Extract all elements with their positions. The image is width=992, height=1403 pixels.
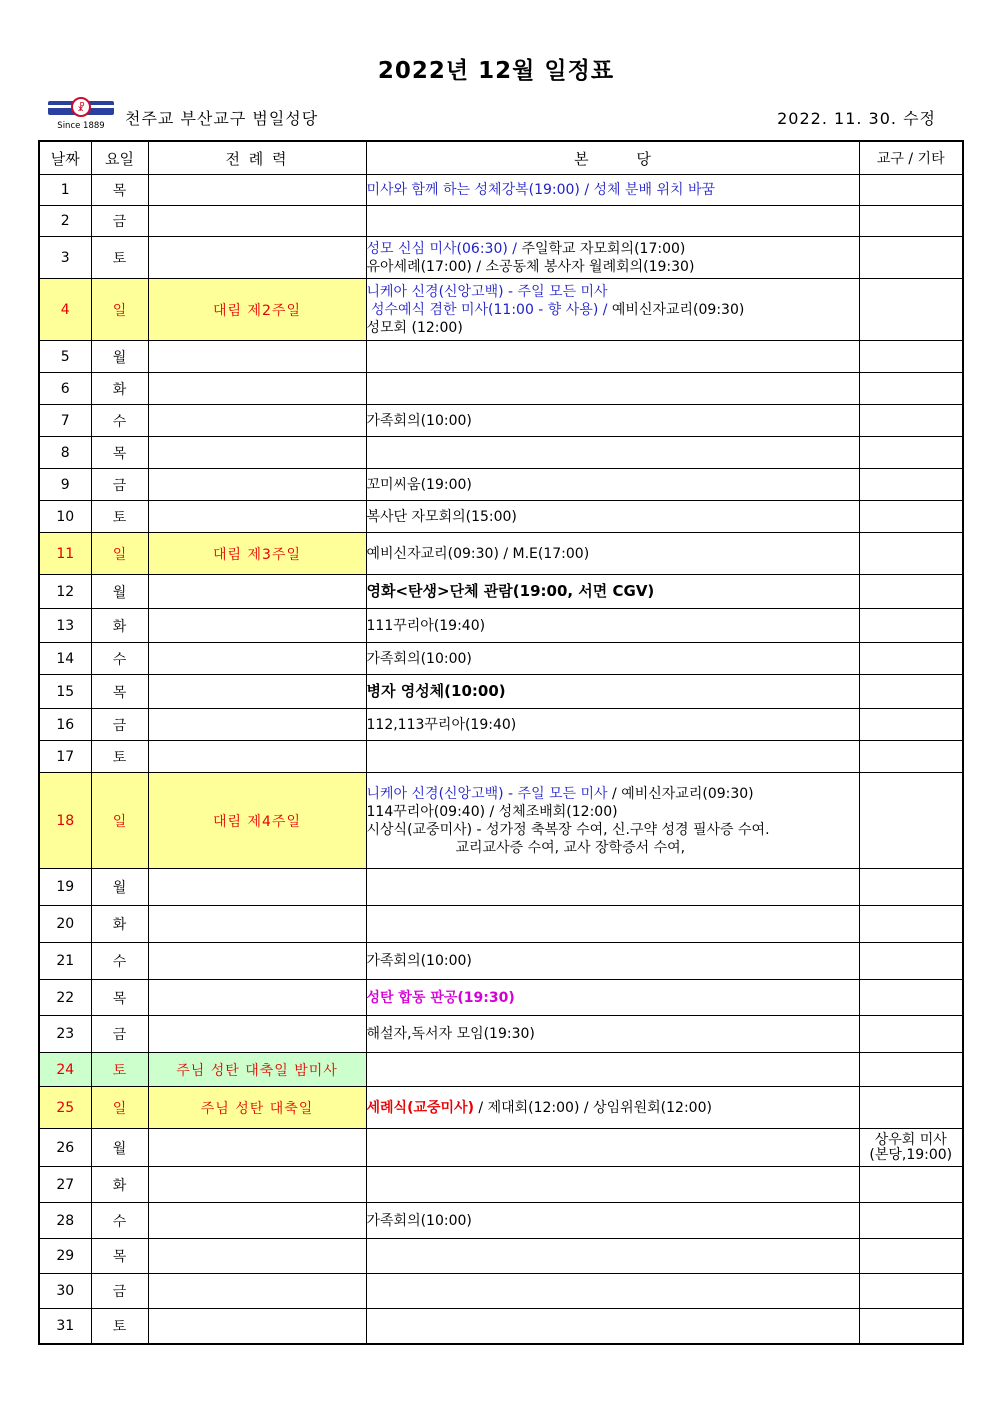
table-row — [39, 643, 963, 675]
date-cell: 21 — [39, 943, 91, 980]
parish-events-cell — [366, 1309, 859, 1344]
weekday-cell: 금 — [91, 709, 148, 741]
parish-events-cell — [366, 643, 859, 675]
liturgy-cell — [148, 175, 366, 206]
event-text: 유아세례(17:00) / 소공동체 봉사자 월례회의(19:30) — [366, 258, 695, 275]
liturgy-cell — [148, 1167, 366, 1203]
diocese-cell — [859, 675, 963, 709]
parish-events-cell — [366, 501, 859, 533]
date-cell: 31 — [39, 1309, 91, 1344]
liturgy-cell — [148, 943, 366, 980]
weekday-cell: 금 — [91, 206, 148, 237]
date-cell: 24 — [39, 1053, 91, 1087]
event-line — [367, 1099, 859, 1117]
table-row — [39, 906, 963, 943]
weekday-cell: 토 — [91, 741, 148, 773]
weekday-cell: 토 — [91, 1309, 148, 1344]
weekday-cell: 목 — [91, 675, 148, 709]
parish-events-cell — [366, 279, 859, 341]
col-header-weekday: 요일 — [91, 141, 148, 175]
liturgy-cell — [148, 741, 366, 773]
liturgy-cell: 대림 제3주일 — [148, 533, 366, 575]
parish-events-cell — [366, 1129, 859, 1167]
liturgy-cell — [148, 1309, 366, 1344]
date-cell: 13 — [39, 609, 91, 643]
parish-events-cell — [366, 1053, 859, 1087]
diocese-cell — [859, 709, 963, 741]
weekday-cell: 일 — [91, 1087, 148, 1129]
parish-events-cell — [366, 1274, 859, 1309]
date-cell: 26 — [39, 1129, 91, 1167]
table-row — [39, 1309, 963, 1344]
parish-events-cell — [366, 469, 859, 501]
date-cell: 16 — [39, 709, 91, 741]
weekday-cell: 일 — [91, 773, 148, 869]
date-cell: 18 — [39, 773, 91, 869]
date-cell: 23 — [39, 1016, 91, 1053]
liturgy-cell — [148, 437, 366, 469]
weekday-cell: 월 — [91, 869, 148, 906]
parish-events-cell — [366, 206, 859, 237]
weekday-cell: 목 — [91, 437, 148, 469]
parish-name: 천주교 부산교구 범일성당 — [125, 109, 319, 128]
table-row — [39, 501, 963, 533]
date-cell: 27 — [39, 1167, 91, 1203]
parish-events-cell — [366, 575, 859, 609]
liturgy-cell: 대림 제4주일 — [148, 773, 366, 869]
diocese-cell — [859, 469, 963, 501]
weekday-cell: 금 — [91, 469, 148, 501]
date-cell: 5 — [39, 341, 91, 373]
diocese-cell — [859, 773, 963, 869]
diocese-cell — [859, 533, 963, 575]
col-header-parish: 본 당 — [366, 141, 859, 175]
diocese-cell — [859, 341, 963, 373]
event-line — [367, 240, 859, 258]
table-row — [39, 1087, 963, 1129]
table-row — [39, 575, 963, 609]
event-line — [367, 1212, 859, 1230]
parish-events-cell — [366, 1203, 859, 1239]
diocese-cell — [859, 741, 963, 773]
diocese-cell — [859, 1167, 963, 1203]
diocese-text: (본당,19:00) — [869, 1146, 953, 1163]
event-line — [367, 319, 859, 337]
event-text: 114꾸리아(09:40) / 성체조배회(12:00) — [366, 803, 618, 820]
parish-events-cell — [366, 943, 859, 980]
event-line — [367, 301, 859, 319]
weekday-cell: 수 — [91, 643, 148, 675]
event-line — [367, 508, 859, 526]
weekday-cell: 일 — [91, 533, 148, 575]
parish-events-cell — [366, 869, 859, 906]
table-row — [39, 279, 963, 341]
parish-events-cell — [366, 341, 859, 373]
event-text: 가족회의(10:00) — [366, 953, 472, 969]
date-cell: 29 — [39, 1239, 91, 1274]
event-text: 가족회의(10:00) — [366, 1212, 472, 1229]
diocese-cell — [859, 1274, 963, 1309]
liturgy-cell — [148, 643, 366, 675]
liturgy-cell — [148, 469, 366, 501]
event-line — [367, 545, 859, 563]
event-line — [367, 582, 859, 601]
table-row — [39, 533, 963, 575]
parish-events-cell — [366, 773, 859, 869]
date-cell: 1 — [39, 175, 91, 206]
diocese-cell — [859, 279, 963, 341]
event-text: 111꾸리아(19:40) — [366, 617, 486, 634]
table-row — [39, 1239, 963, 1274]
parish-events-cell — [366, 373, 859, 405]
weekday-cell: 월 — [91, 1129, 148, 1167]
date-cell: 2 — [39, 206, 91, 237]
event-text: 가족회의(10:00) — [366, 650, 472, 667]
date-cell: 25 — [39, 1087, 91, 1129]
weekday-cell: 목 — [91, 1239, 148, 1274]
table-row — [39, 1053, 963, 1087]
diocese-cell — [859, 206, 963, 237]
date-cell: 17 — [39, 741, 91, 773]
event-text: 영화<탄생>단체 관람(19:00, 서면 CGV) — [366, 582, 655, 600]
date-cell: 4 — [39, 279, 91, 341]
table-row — [39, 709, 963, 741]
parish-events-cell — [366, 980, 859, 1016]
event-text: 해설자,독서자 모임(19:30) — [366, 1026, 535, 1042]
table-row — [39, 1129, 963, 1167]
table-row — [39, 943, 963, 980]
table-row — [39, 675, 963, 709]
weekday-cell: 월 — [91, 341, 148, 373]
liturgy-cell — [148, 906, 366, 943]
date-cell: 14 — [39, 643, 91, 675]
event-text: 성수예식 겸한 미사(11:00 - 향 사용) / — [366, 301, 612, 318]
weekday-cell: 수 — [91, 405, 148, 437]
diocese-cell — [859, 1129, 963, 1167]
liturgy-cell — [148, 341, 366, 373]
liturgy-cell — [148, 709, 366, 741]
liturgy-cell — [148, 1239, 366, 1274]
col-header-diocese: 교구 / 기타 — [859, 141, 963, 175]
date-cell: 19 — [39, 869, 91, 906]
schedule-table — [38, 140, 964, 1345]
diocese-cell — [859, 1016, 963, 1053]
diocese-text: 상우회 미사 — [874, 1131, 947, 1148]
diocese-cell — [859, 1053, 963, 1087]
parish-events-cell — [366, 437, 859, 469]
event-text: 성모 신심 미사(06:30) / — [366, 240, 522, 257]
diocese-cell — [859, 1309, 963, 1344]
weekday-cell: 화 — [91, 373, 148, 405]
revision-date: 2022. 11. 30. 수정 — [777, 109, 936, 128]
col-header-liturgy: 전 례 력 — [148, 141, 366, 175]
date-cell: 7 — [39, 405, 91, 437]
diocese-cell — [859, 175, 963, 206]
parish-events-cell — [366, 741, 859, 773]
event-line — [367, 617, 859, 635]
parish-events-cell — [366, 1167, 859, 1203]
liturgy-cell — [148, 609, 366, 643]
liturgy-cell — [148, 575, 366, 609]
date-cell: 12 — [39, 575, 91, 609]
event-line — [367, 716, 859, 734]
liturgy-cell — [148, 501, 366, 533]
event-text: 주일학교 자모회의(17:00) — [521, 240, 686, 257]
table-row — [39, 1167, 963, 1203]
weekday-cell: 월 — [91, 575, 148, 609]
liturgy-cell — [148, 1203, 366, 1239]
date-cell: 15 — [39, 675, 91, 709]
event-text: 가족회의(10:00) — [366, 412, 472, 429]
diocese-cell — [859, 373, 963, 405]
liturgy-cell — [148, 675, 366, 709]
parish-logo — [46, 95, 116, 131]
diocese-cell — [859, 869, 963, 906]
svg-text:☧: ☧ — [77, 103, 85, 114]
date-cell: 6 — [39, 373, 91, 405]
table-row — [39, 206, 963, 237]
liturgy-cell — [148, 206, 366, 237]
liturgy-cell — [148, 1274, 366, 1309]
weekday-cell: 금 — [91, 1274, 148, 1309]
diocese-cell — [859, 609, 963, 643]
table-header-row — [39, 141, 963, 175]
event-line — [367, 952, 859, 970]
weekday-cell: 화 — [91, 906, 148, 943]
table-row — [39, 1203, 963, 1239]
parish-events-cell — [366, 1087, 859, 1129]
logo-caption: Since 1889 — [57, 121, 105, 131]
diocese-cell — [859, 237, 963, 279]
liturgy-cell — [148, 237, 366, 279]
diocese-cell — [859, 1203, 963, 1239]
parish-events-cell — [366, 609, 859, 643]
date-cell: 22 — [39, 980, 91, 1016]
schedule-body — [39, 175, 963, 1344]
diocese-cell — [859, 643, 963, 675]
date-cell: 10 — [39, 501, 91, 533]
event-line — [367, 821, 859, 839]
liturgy-cell — [148, 1129, 366, 1167]
event-text: 병자 영성체(10:00) — [366, 682, 506, 700]
weekday-cell: 화 — [91, 609, 148, 643]
liturgy-cell — [148, 373, 366, 405]
diocese-cell — [859, 980, 963, 1016]
event-text: 교리교사증 수여, 교사 장학증서 수여, — [366, 839, 686, 856]
event-line — [367, 181, 859, 199]
table-row — [39, 341, 963, 373]
parish-events-cell — [366, 405, 859, 437]
parish-events-cell — [366, 1016, 859, 1053]
diocese-cell — [859, 906, 963, 943]
date-cell: 11 — [39, 533, 91, 575]
weekday-cell: 토 — [91, 501, 148, 533]
page-title: 2022년 12월 일정표 — [377, 58, 615, 84]
event-text: 니케아 신경(신앙고백) - 주일 모든 미사 — [366, 785, 608, 802]
event-text: 시상식(교중미사) - 성가정 축복장 수여, 신.구약 성경 필사증 수여. — [366, 821, 770, 838]
liturgy-cell: 주님 성탄 대축일 — [148, 1087, 366, 1129]
event-line — [367, 839, 859, 857]
table-row — [39, 469, 963, 501]
table-row — [39, 609, 963, 643]
event-text: / 제대회(12:00) / 상임위원회(12:00) — [473, 1099, 712, 1116]
event-text: 복사단 자모회의(15:00) — [366, 508, 517, 525]
date-cell: 3 — [39, 237, 91, 279]
event-line — [367, 650, 859, 668]
liturgy-cell: 주님 성탄 대축일 밤미사 — [148, 1053, 366, 1087]
parish-events-cell — [366, 237, 859, 279]
date-cell: 9 — [39, 469, 91, 501]
weekday-cell: 수 — [91, 1203, 148, 1239]
table-row — [39, 741, 963, 773]
date-cell: 28 — [39, 1203, 91, 1239]
parish-events-cell — [366, 906, 859, 943]
event-text: 성모회 (12:00) — [366, 319, 463, 336]
date-cell: 30 — [39, 1274, 91, 1309]
event-text: 112,113꾸리아(19:40) — [366, 716, 517, 733]
weekday-cell: 수 — [91, 943, 148, 980]
diocese-cell — [859, 501, 963, 533]
weekday-cell: 토 — [91, 237, 148, 279]
col-header-date: 날짜 — [39, 141, 91, 175]
event-text: 세례식(교중미사) — [366, 1099, 474, 1116]
event-line — [367, 1025, 859, 1043]
date-cell: 8 — [39, 437, 91, 469]
diocese-cell — [859, 1239, 963, 1274]
table-row — [39, 1016, 963, 1053]
liturgy-cell: 대림 제2주일 — [148, 279, 366, 341]
liturgy-cell — [148, 980, 366, 1016]
event-line — [367, 785, 859, 803]
diocese-cell — [859, 1087, 963, 1129]
parish-events-cell — [366, 533, 859, 575]
table-row — [39, 1274, 963, 1309]
diocese-cell — [859, 943, 963, 980]
liturgy-cell — [148, 869, 366, 906]
event-line — [367, 476, 859, 494]
liturgy-cell — [148, 1016, 366, 1053]
event-text: 성탄 합동 판공(19:30) — [366, 989, 515, 1006]
weekday-cell: 목 — [91, 980, 148, 1016]
event-line — [367, 989, 859, 1007]
table-row — [39, 980, 963, 1016]
diocese-cell — [859, 575, 963, 609]
parish-events-cell — [366, 175, 859, 206]
weekday-cell: 화 — [91, 1167, 148, 1203]
event-line — [367, 682, 859, 701]
table-row — [39, 437, 963, 469]
event-line — [367, 803, 859, 821]
event-text: 미사와 함께 하는 성체강복(19:00) / 성체 분배 위치 바꿈 — [366, 182, 716, 198]
table-row — [39, 175, 963, 206]
weekday-cell: 일 — [91, 279, 148, 341]
table-row — [39, 405, 963, 437]
table-row — [39, 869, 963, 906]
parish-events-cell — [366, 1239, 859, 1274]
parish-events-cell — [366, 675, 859, 709]
weekday-cell: 목 — [91, 175, 148, 206]
parish-events-cell — [366, 709, 859, 741]
event-text: 꼬미씨움(19:00) — [366, 476, 472, 493]
event-text: 예비신자교리(09:30) — [611, 301, 745, 318]
table-row — [39, 237, 963, 279]
liturgy-cell — [148, 405, 366, 437]
event-line — [367, 258, 859, 276]
event-text: 니케아 신경(신앙고백) - 주일 모든 미사 — [366, 283, 608, 300]
table-row — [39, 373, 963, 405]
date-cell: 20 — [39, 906, 91, 943]
weekday-cell: 금 — [91, 1016, 148, 1053]
diocese-cell — [859, 437, 963, 469]
diocese-cell — [859, 405, 963, 437]
weekday-cell: 토 — [91, 1053, 148, 1087]
event-line — [367, 412, 859, 430]
event-text: 예비신자교리(09:30) / M.E(17:00) — [366, 545, 590, 562]
event-text: / 예비신자교리(09:30) — [607, 785, 754, 802]
table-row — [39, 773, 963, 869]
event-line — [367, 283, 859, 301]
